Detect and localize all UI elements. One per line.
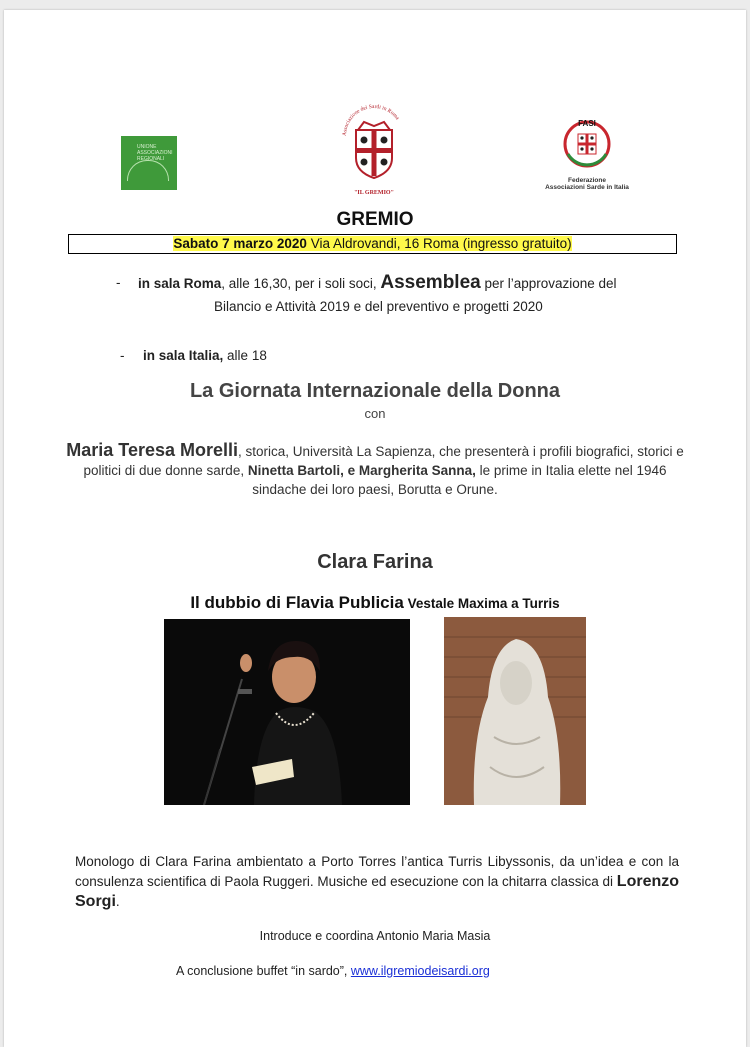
monologue-description <box>75 852 679 912</box>
bullet-dash: - <box>116 275 121 290</box>
assemblea-label: Assemblea <box>380 272 481 293</box>
monologue-text: Monologo di Clara Farina ambientato a Porto Torres l’antica Turris Libyssonis, da un’idea e con la consulenza scientifica di Paola Ruggeri. Musiche ed esecuzione con la chitarra classica di <box>75 854 679 889</box>
document-page <box>4 10 746 1047</box>
women-names: Ninetta Bartoli, e Margherita Sanna, <box>247 463 476 478</box>
page-title: GREMIO <box>336 209 414 230</box>
buffet-line <box>176 964 490 978</box>
play-title-main: Il dubbio di Flavia Publicia <box>190 593 404 612</box>
unione-logo-text: UNIONE ASSOCIAZIONI REGIONALI <box>137 144 173 162</box>
svg-text:Associazione dei Sardi in Roma: Associazione dei Sardi in Roma <box>341 103 401 137</box>
performer-name: Clara Farina <box>317 551 433 573</box>
monologue-end: . <box>115 894 120 909</box>
fasi-line2: Associazioni Sarde in Italia <box>545 184 629 191</box>
con-text: con <box>364 406 386 421</box>
sala-roma-label: in sala Roma <box>138 276 222 291</box>
event-date-box <box>68 234 677 254</box>
speaker-desc-b: le prime in Italia elette nel 1946 sindache dei loro paesi, Borutta e Orune. <box>252 463 667 497</box>
sardinia-shield-icon <box>334 96 414 196</box>
moderator-line: Introduce e coordina Antonio Maria Masia <box>259 929 491 943</box>
gremio-logo <box>334 96 414 196</box>
play-title-sub: Vestale Maxima a Turris <box>403 596 560 611</box>
performer-photo <box>164 619 410 805</box>
sala-roma-text-b: per l’approvazione del <box>480 276 617 291</box>
svg-text:"IL GREMIO": "IL GREMIO" <box>354 190 394 196</box>
event-place: Via Aldrovandi, 16 Roma (ingresso gratuito) <box>306 236 572 251</box>
speaker-morelli-paragraph <box>64 441 686 499</box>
bullet-dash: - <box>120 348 125 363</box>
fasi-logo <box>540 114 634 194</box>
svg-text:FASI: FASI <box>578 119 596 128</box>
vestal-statue-photo <box>444 617 586 805</box>
musician-name: Lorenzo Sorgi <box>75 873 680 910</box>
buffet-text: A conclusione buffet “in sardo”, <box>176 964 351 978</box>
play-title <box>4 593 746 613</box>
fasi-line1: Federazione <box>568 177 606 184</box>
colosseum-icon <box>127 160 169 181</box>
sala-roma-line2: Bilancio e Attività 2019 e del preventivo e progetti 2020 <box>214 299 543 314</box>
event-date: Sabato 7 marzo 2020 <box>173 236 307 251</box>
website-link[interactable]: www.ilgremiodeisardi.org <box>350 964 490 978</box>
speaker-desc-a: , storica, Università La Sapienza, che presenterà i profili biografici, storici e politici di due donne sarde, <box>83 444 684 478</box>
event-heading: La Giornata Internazionale della Donna <box>189 380 561 402</box>
sala-italia-time: alle 18 <box>223 348 267 363</box>
unione-logo <box>121 136 177 190</box>
sala-roma-text-a: , alle 16,30, per i soli soci, <box>221 276 381 291</box>
sala-italia-label: in sala Italia, <box>143 348 224 363</box>
speaker-name: Maria Teresa Morelli <box>66 440 239 460</box>
fasi-emblem-icon <box>540 114 634 172</box>
